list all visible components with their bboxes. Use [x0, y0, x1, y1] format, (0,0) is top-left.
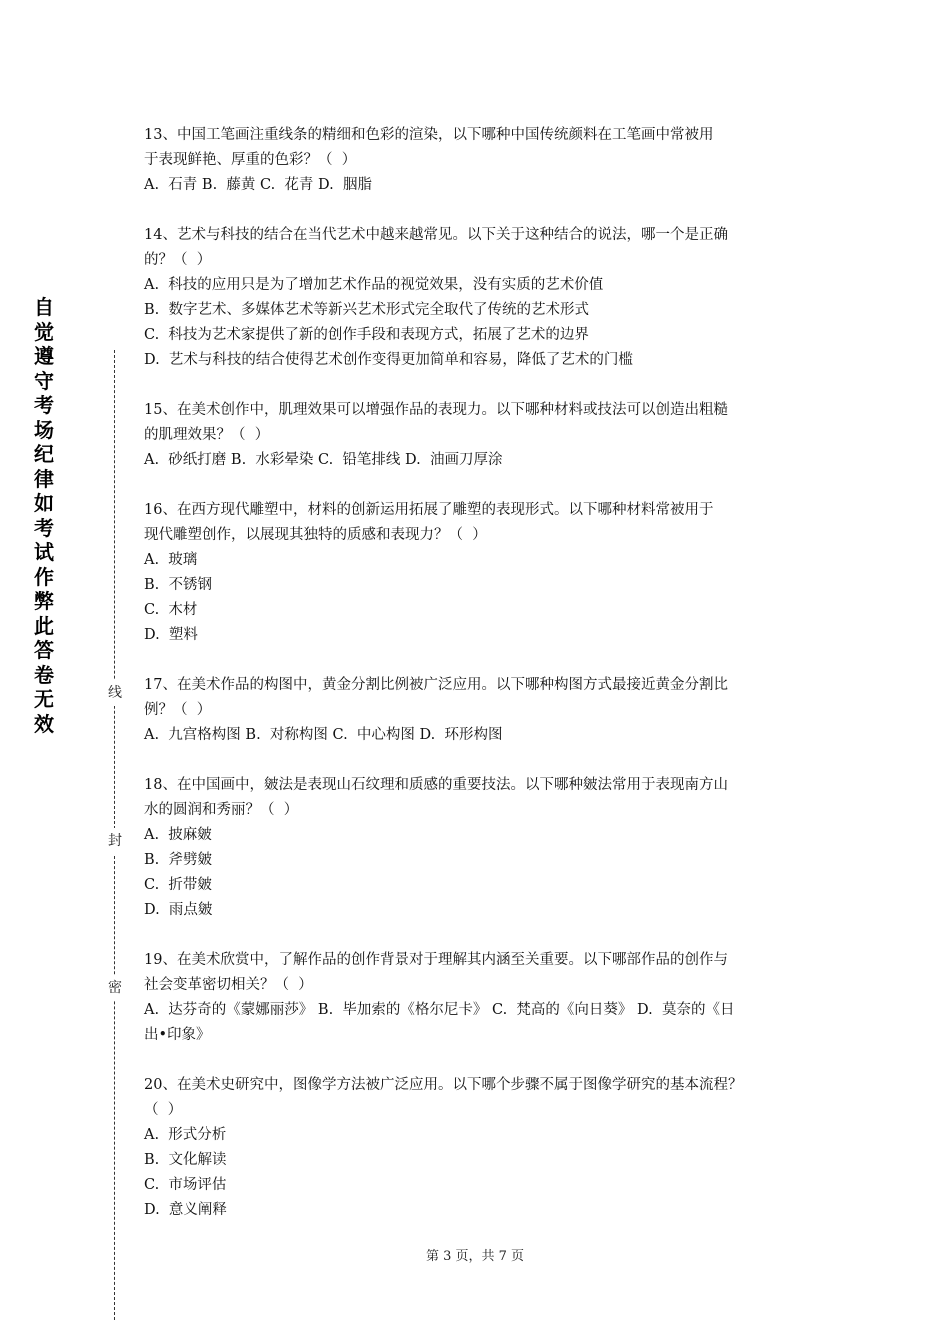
option-b: B. 数字艺术、多媒体艺术等新兴艺术形式完全取代了传统的艺术形式: [144, 302, 589, 318]
question-stem-line: 社会变革密切相关？（ ）: [144, 977, 313, 993]
options-wrapped-line: A. 达芬奇的《蒙娜丽莎》 B. 毕加索的《格尔尼卡》 C. 梵高的《向日葵》 D. 莫奈的《日: [144, 1002, 735, 1018]
question-stem-line: 现代雕塑创作，以展现其独特的质感和表现力？（ ）: [144, 527, 487, 543]
question-13: [144, 123, 824, 198]
option-a: A. 科技的应用只是为了增加艺术作品的视觉效果，没有实质的艺术价值: [144, 277, 604, 293]
question-stem-line: 15、在美术创作中，肌理效果可以增强作品的表现力。以下哪种材料或技法可以创造出粗糙: [144, 402, 728, 418]
option-c: C. 市场评估: [144, 1177, 227, 1193]
option-b: B. 文化解读: [144, 1152, 227, 1168]
question-stem-line: 20、在美术史研究中，图像学方法被广泛应用。以下哪个步骤不属于图像学研究的基本流程？: [144, 1077, 743, 1093]
page-number: 第 3 页，共 7 页: [425, 1249, 525, 1264]
question-stem-line: 的肌理效果？（ ）: [144, 427, 270, 443]
question-stem-line: 的？（ ）: [144, 252, 212, 268]
question-15: [144, 398, 824, 473]
question-stem-line: 17、在美术作品的构图中，黄金分割比例被广泛应用。以下哪种构图方式最接近黄金分割比: [144, 677, 728, 693]
binding-label-mi: 密: [104, 975, 126, 1001]
question-18: [144, 773, 824, 923]
question-16: [144, 498, 824, 648]
options-inline: A. 砂纸打磨 B. 水彩晕染 C. 铅笔排线 D. 油画刀厚涂: [144, 452, 503, 468]
question-stem-line: 16、在西方现代雕塑中，材料的创新运用拓展了雕塑的表现形式。以下哪种材料常被用于: [144, 502, 714, 518]
question-list: [144, 123, 824, 1248]
option-a: A. 玻璃: [144, 552, 198, 568]
question-stem-line: （ ）: [144, 1102, 183, 1118]
question-14: [144, 223, 824, 373]
option-a: A. 披麻皴: [144, 827, 212, 843]
options-wrapped-line: 出•印象》: [144, 1027, 211, 1043]
question-19: [144, 948, 824, 1048]
option-b: B. 不锈钢: [144, 577, 212, 593]
option-b: B. 斧劈皴: [144, 852, 212, 868]
option-c: C. 木材: [144, 602, 198, 618]
option-d: D. 艺术与科技的结合使得艺术创作变得更加简单和容易，降低了艺术的门槛: [144, 352, 633, 368]
question-stem-line: 水的圆润和秀丽？（ ）: [144, 802, 299, 818]
options-inline: A. 九宫格构图 B. 对称构图 C. 中心构图 D. 环形构图: [144, 727, 503, 743]
option-d: D. 意义阐释: [144, 1202, 227, 1218]
binding-label-xian: 线: [104, 680, 126, 706]
option-d: D. 雨点皴: [144, 902, 213, 918]
question-stem-line: 18、在中国画中，皴法是表现山石纹理和质感的重要技法。以下哪种皴法常用于表现南方山: [144, 777, 728, 793]
option-c: C. 折带皴: [144, 877, 212, 893]
question-stem-line: 13、中国工笔画注重线条的精细和色彩的渲染，以下哪种中国传统颜料在工笔画中常被用: [144, 127, 714, 143]
option-a: A. 形式分析: [144, 1127, 227, 1143]
exam-discipline-notice: 自觉遵守考场纪律如考试作弊此答卷无效: [34, 295, 54, 736]
question-stem-line: 14、艺术与科技的结合在当代艺术中越来越常见。以下关于这种结合的说法，哪一个是正确: [144, 227, 728, 243]
question-stem-line: 例？（ ）: [144, 702, 212, 718]
binding-label-feng: 封: [104, 828, 126, 854]
question-stem-line: 19、在美术欣赏中，了解作品的创作背景对于理解其内涵至关重要。以下哪部作品的创作与: [144, 952, 728, 968]
option-d: D. 塑料: [144, 627, 198, 643]
question-17: [144, 673, 824, 748]
options-inline: A. 石青 B. 藤黄 C. 花青 D. 胭脂: [144, 177, 372, 193]
question-20: [144, 1073, 824, 1223]
question-stem-line: 于表现鲜艳、厚重的色彩？（ ）: [144, 152, 357, 168]
option-c: C. 科技为艺术家提供了新的创作手段和表现方式，拓展了艺术的边界: [144, 327, 589, 343]
